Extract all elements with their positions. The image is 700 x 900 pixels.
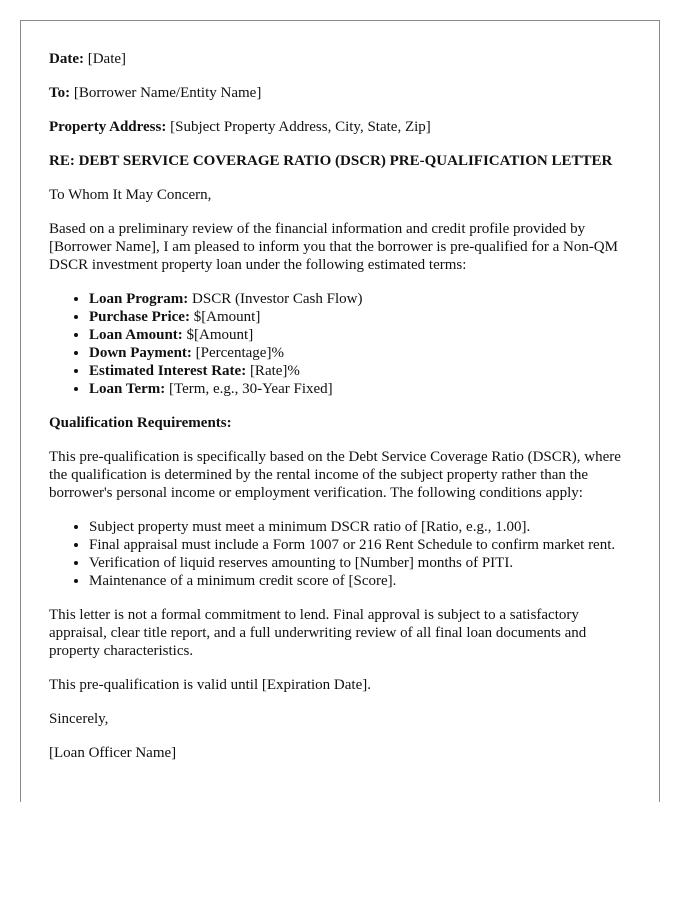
term-value: [Rate]% xyxy=(249,363,300,379)
term-item xyxy=(89,290,631,308)
condition-item: • Maintenance of a minimum credit score of [Score]. xyxy=(89,572,631,590)
condition-item: • Final appraisal must include a Form 1007 or 216 Rent Schedule to confirm market rent. xyxy=(89,536,631,554)
term-label: Down Payment: xyxy=(89,345,192,361)
date-value: [Date] xyxy=(87,51,127,67)
term-item xyxy=(89,344,631,362)
property-address-label: Property Address: xyxy=(49,119,167,135)
term-value: DSCR (Investor Cash Flow) xyxy=(192,291,363,307)
date-line xyxy=(49,50,631,68)
validity-paragraph: This pre-qualification is valid until [Expiration Date]. xyxy=(49,677,371,693)
subject-heading: RE: DEBT SERVICE COVERAGE RATIO (DSCR) PRE-QUALIFICATION LETTER xyxy=(49,153,613,169)
property-address-value: [Subject Property Address, City, State, Zip] xyxy=(170,119,431,135)
term-label: Loan Term: xyxy=(89,381,166,397)
date-label: Date: xyxy=(49,51,84,67)
term-label: Loan Program: xyxy=(89,291,189,307)
recipient-value: [Borrower Name/Entity Name] xyxy=(73,85,262,101)
signature-name: [Loan Officer Name] xyxy=(49,745,177,761)
term-item xyxy=(89,308,631,326)
term-value: $[Amount] xyxy=(193,309,261,325)
requirements-intro: This pre-qualification is specifically based on the Debt Service Coverage Ratio (DSCR), where the qualification is determined by the rental income of the subject property rather than the borrower's personal income or employment verification. The following conditions apply: xyxy=(49,449,621,501)
term-label: Purchase Price: xyxy=(89,309,190,325)
recipient-line xyxy=(49,84,631,102)
property-address-line xyxy=(49,118,631,136)
letter-page xyxy=(20,20,660,802)
requirements-heading xyxy=(49,414,631,432)
intro-paragraph: Based on a preliminary review of the financial information and credit profile provided by [Borrower Name], I am pleased to inform you that the borrower is pre-qualified for a Non-QM DSCR investment property loan under the following estimated terms: xyxy=(49,221,618,273)
term-item xyxy=(89,326,631,344)
term-label: Estimated Interest Rate: xyxy=(89,363,247,379)
closing-line: Sincerely, xyxy=(49,711,109,727)
letter-body xyxy=(21,21,659,762)
recipient-label: To: xyxy=(49,85,71,101)
term-value: [Term, e.g., 30-Year Fixed] xyxy=(169,381,333,397)
term-label: Loan Amount: xyxy=(89,327,183,343)
condition-item: • Verification of liquid reserves amounting to [Number] months of PITI. xyxy=(89,554,631,572)
term-item xyxy=(89,362,631,380)
salutation: To Whom It May Concern, xyxy=(49,187,212,203)
loan-terms-list xyxy=(49,290,631,398)
term-value: [Percentage]% xyxy=(195,345,284,361)
term-value: $[Amount] xyxy=(186,327,254,343)
disclaimer-paragraph: This letter is not a formal commitment to lend. Final approval is subject to a satisfactory appraisal, clear title report, and a full underwriting review of all final loan documents and property characteristics. xyxy=(49,607,587,659)
requirements-heading-text: Qualification Requirements: xyxy=(49,415,232,431)
conditions-list xyxy=(49,518,631,590)
condition-item: • Subject property must meet a minimum DSCR ratio of [Ratio, e.g., 1.00]. xyxy=(89,518,631,536)
term-item xyxy=(89,380,631,398)
